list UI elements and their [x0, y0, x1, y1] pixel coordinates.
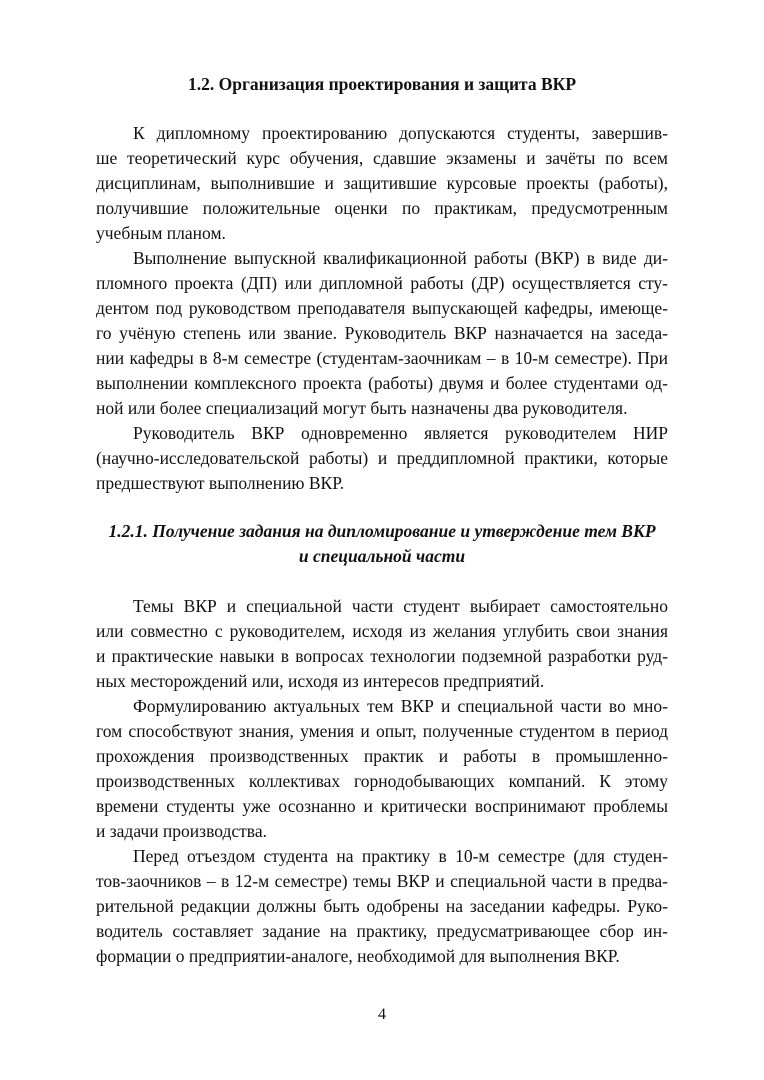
- text-line: дентом под руководством преподавателя выпускающей кафедры, имеюще-: [96, 298, 668, 318]
- text-line: Темы ВКР и специальной части студент выбирает самостоятельно: [133, 596, 668, 616]
- text-line: водитель составляет задание на практику, предусматривающее сбор ин-: [96, 921, 668, 941]
- subsection-body: [96, 594, 668, 969]
- text-line: или совместно с руководителем, исходя из желания углубить свои знания: [96, 621, 668, 641]
- paragraph: [96, 421, 668, 496]
- subsection-title-line-2: и специальной части: [298, 546, 466, 566]
- paragraph: [96, 121, 668, 246]
- text-line: тов-заочников – в 12-м семестре) темы ВКР и специальной части в предва-: [96, 871, 668, 891]
- text-line: Формулированию актуальных тем ВКР и специальной части во мно-: [133, 696, 668, 716]
- text-line: Руководитель ВКР одновременно является руководителем НИР: [133, 423, 668, 443]
- text-line: прохождения производственных практик и работы в промышленно-: [96, 746, 668, 766]
- section-title: 1.2. Организация проектирования и защита ВКР: [187, 74, 577, 94]
- text-line: пломного проекта (ДП) или дипломной работы (ДР) осуществляется сту-: [96, 273, 668, 293]
- text-line: го учёную степень или звание. Руководитель ВКР назначается на заседа-: [96, 323, 668, 343]
- paragraph: [96, 594, 668, 694]
- text-line: формации о предприятии-аналоге, необходимой для выполнения ВКР.: [96, 946, 620, 966]
- text-line: рительной редакции должны быть одобрены на заседании кафедры. Руко-: [96, 896, 668, 916]
- paragraph: [96, 694, 668, 844]
- section-body: [96, 121, 668, 496]
- text-line: ше теоретический курс обучения, сдавшие экзамены и зачёты по всем: [96, 148, 668, 168]
- text-line: и задачи производства.: [96, 821, 267, 841]
- text-line: производственных коллективах горнодобывающих компаний. К этому: [96, 771, 668, 791]
- text-line: ной или более специализаций могут быть назначены два руководителя.: [96, 398, 628, 418]
- text-line: Перед отъездом студента на практику в 10-м семестре (для студен-: [133, 846, 668, 866]
- paragraph: [96, 246, 668, 421]
- text-line: учебным планом.: [96, 223, 226, 243]
- text-line: ных месторождений или, исходя из интересов предприятий.: [96, 671, 545, 691]
- text-line: К дипломному проектированию допускаются студенты, завершив-: [133, 123, 668, 143]
- text-line: получившие положительные оценки по практикам, предусмотренным: [96, 198, 668, 218]
- text-line: (научно-исследовательской работы) и преддипломной практики, которые: [96, 448, 668, 468]
- text-line: нии кафедры в 8-м семестре (студентам-заочникам – в 10-м семестре). При: [96, 348, 668, 368]
- text-line: дисциплинам, выполнившие и защитившие курсовые проекты (работы),: [96, 173, 668, 193]
- text-line: и практические навыки в вопросах технологии подземной разработки руд-: [96, 646, 668, 666]
- text-line: Выполнение выпускной квалификационной работы (ВКР) в виде ди-: [133, 248, 668, 268]
- paragraph: [96, 844, 668, 969]
- text-line: времени студенты уже осознанно и критически воспринимают проблемы: [96, 796, 668, 816]
- text-line: выполнении комплексного проекта (работы) двумя и более студентами од-: [96, 373, 668, 393]
- page-number: 4: [378, 1006, 386, 1023]
- text-line: гом способствуют знания, умения и опыт, полученные студентом в период: [96, 721, 668, 741]
- text-line: предшествуют выполнению ВКР.: [96, 473, 345, 493]
- subsection-title-line-1: 1.2.1. Получение задания на дипломирование и утверждение тем ВКР: [108, 521, 656, 541]
